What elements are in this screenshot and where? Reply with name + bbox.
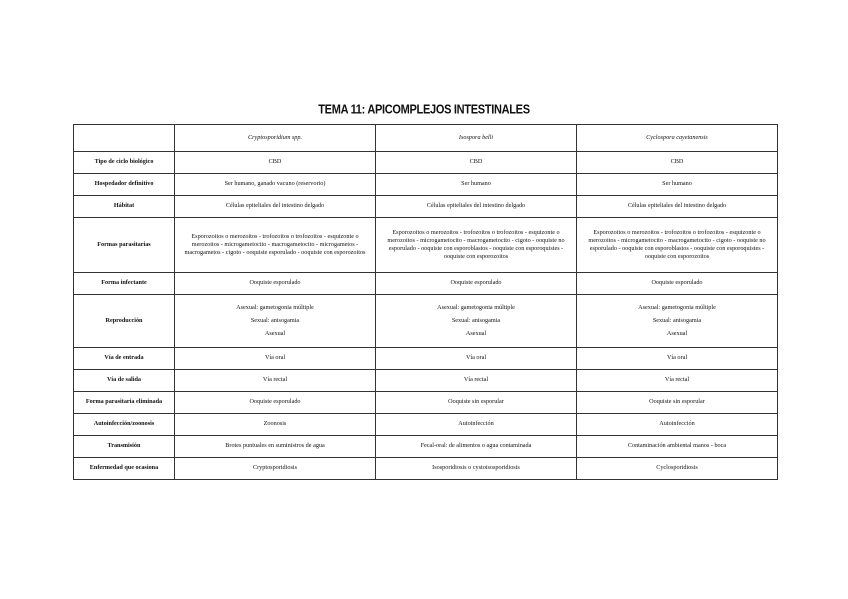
page-title: TEMA 11: APICOMPLEJOS INTESTINALES	[318, 103, 530, 117]
table-cell: Autoinfección	[577, 414, 778, 436]
cell-line: Asexual: gametogonia múltiple	[437, 303, 515, 311]
table-cell: Ooquiste sin esporular	[376, 392, 577, 414]
table-cell: Ooquiste sin esporular	[577, 392, 778, 414]
cell-line: Asexual: gametogonia múltiple	[638, 303, 716, 311]
row-label: Formas parasitarias	[74, 218, 175, 273]
table-cell	[175, 295, 376, 348]
row-label: Reproducción	[74, 295, 175, 348]
table-header-row	[74, 125, 778, 152]
table-cell: Ser humano, ganado vacuno (reservorio)	[175, 174, 376, 196]
table-cell: Contaminación ambiental manos - boca	[577, 436, 778, 458]
table-row	[74, 436, 778, 458]
row-label: Vía de salida	[74, 370, 175, 392]
table-row	[74, 273, 778, 295]
table-cell: Cyclosporidiosis	[577, 458, 778, 480]
table-row	[74, 152, 778, 174]
table-cell: Ser humano	[376, 174, 577, 196]
table-row	[74, 458, 778, 480]
table-row	[74, 392, 778, 414]
table-cell: Ooquiste esporulado	[577, 273, 778, 295]
table-row	[74, 218, 778, 273]
table-row	[74, 196, 778, 218]
table-cell: Ooquiste esporulado	[175, 392, 376, 414]
table-cell: Vía rectal	[376, 370, 577, 392]
row-label: Forma infectante	[74, 273, 175, 295]
cell-line: Asexual	[264, 330, 286, 338]
table-row	[74, 414, 778, 436]
header-empty-cell	[74, 125, 175, 152]
header-cyclospora: Cyclospora cayetanensis	[577, 125, 778, 152]
table-row	[74, 295, 778, 348]
header-cryptosporidium: Cryptosporidium spp.	[175, 125, 376, 152]
table-cell: Vía rectal	[577, 370, 778, 392]
cell-line: Asexual	[465, 330, 487, 338]
table-cell: Vía oral	[175, 348, 376, 370]
table-row	[74, 348, 778, 370]
table-cell: Vía oral	[376, 348, 577, 370]
row-label: Vía de entrada	[74, 348, 175, 370]
table-cell: Ooquiste esporulado	[376, 273, 577, 295]
table-cell: Vía rectal	[175, 370, 376, 392]
row-label: Tipo de ciclo biológico	[74, 152, 175, 174]
table-cell: CBD	[376, 152, 577, 174]
cell-line: Asexual: gametogonia múltiple	[236, 303, 314, 311]
table-cell: CBD	[577, 152, 778, 174]
table-cell: CBD	[175, 152, 376, 174]
table-cell: Células epiteliales del intestino delgado	[175, 196, 376, 218]
table-cell: Fecal-oral: de alimentos o agua contaminada	[376, 436, 577, 458]
cell-line: Sexual: anisogamia	[250, 316, 300, 324]
cell-line: Asexual	[666, 330, 688, 338]
table-cell: Cryptosporidiosis	[175, 458, 376, 480]
table-cell: Ooquiste esporulado	[175, 273, 376, 295]
table-row	[74, 174, 778, 196]
parasite-comparison-table	[73, 124, 778, 480]
row-label: Autoinfección/zoonosis	[74, 414, 175, 436]
cell-line: Sexual: anisogamia	[652, 316, 702, 324]
table-cell: Células epiteliales del intestino delgado	[376, 196, 577, 218]
row-label: Transmisión	[74, 436, 175, 458]
table-cell: Esporozoitos o merozoitos - trofozoitos o trofozoitos - esquizonte o merozoitos - microgametocito - macrogametocito - microgametos - macrogametos - cigoto - ooquiste esporulado - ooquiste con esporozoitos	[175, 218, 376, 273]
header-isospora: Isospora belli	[376, 125, 577, 152]
table-cell: Autoinfección	[376, 414, 577, 436]
table-cell: Vía oral	[577, 348, 778, 370]
row-label: Enfermedad que ocasiona	[74, 458, 175, 480]
cell-line: Sexual: anisogamia	[451, 316, 501, 324]
row-label: Forma parasitaria eliminada	[74, 392, 175, 414]
table-cell: Brotes puntuales en suministros de agua	[175, 436, 376, 458]
table-cell: Células epiteliales del intestino delgado	[577, 196, 778, 218]
table-cell: Isosporidiosis o cystoisosporidiosis	[376, 458, 577, 480]
table-cell	[577, 295, 778, 348]
table-cell: Esporozoitos o merozoitos - trofozoitos o trofozoitos - esquizonte o merozoitos - microgametocito - macrogametocito - cigoto - ooquiste no esporulado - ooquiste con esporoblastos - ooquiste con esporoquistes - ooquiste con esporozoitos	[577, 218, 778, 273]
table-cell: Esporozoitos o merozoitos - trofozoitos o trofozoitos - esquizonte o merozoitos - microgametocito - macrogametocito - cigoto - ooquiste no esporulado - ooquiste con esporoblastos - ooquiste con esporoquistes - ooquiste con esporozoitos	[376, 218, 577, 273]
table-cell	[376, 295, 577, 348]
row-label: Hábitat	[74, 196, 175, 218]
row-label: Hospedador definitivo	[74, 174, 175, 196]
table-row	[74, 370, 778, 392]
table-cell: Ser humano	[577, 174, 778, 196]
table-cell: Zoonosis	[175, 414, 376, 436]
